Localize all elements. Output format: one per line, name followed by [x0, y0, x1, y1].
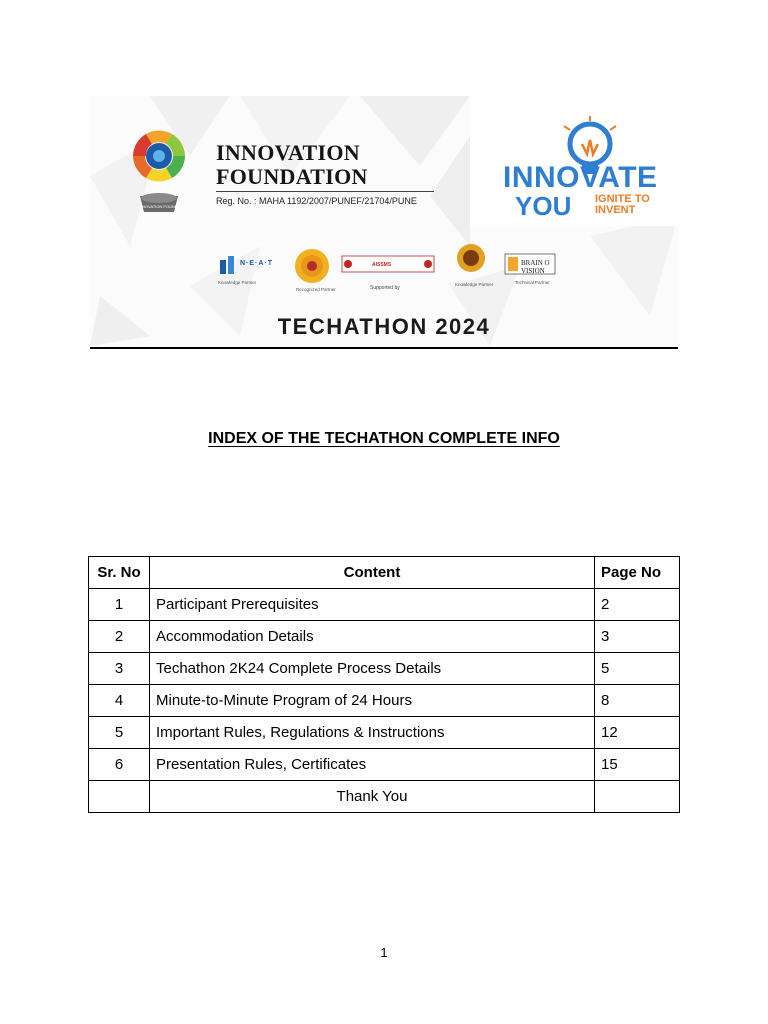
you-wordmark: YOU — [515, 191, 572, 221]
index-table — [88, 556, 680, 813]
aissms-label: AISSMS — [372, 262, 392, 268]
header-page-no: Page No — [595, 557, 680, 589]
thank-you-cell: Thank You — [150, 781, 595, 813]
innovate-wordmark: INNOVATE — [503, 161, 658, 194]
page-no-cell: 5 — [595, 653, 680, 685]
index-title-text: INDEX OF THE TECHATHON COMPLETE INFO — [208, 430, 560, 447]
empty-cell — [89, 781, 150, 813]
content-cell: Presentation Rules, Certificates — [150, 749, 595, 781]
sr-no-cell: 2 — [89, 621, 150, 653]
org-name-line1: INNOVATION — [216, 140, 360, 165]
neat-label: N·E·A·T — [240, 260, 274, 267]
header-banner — [90, 96, 678, 346]
sr-no-cell: 5 — [89, 717, 150, 749]
partner-logos — [90, 244, 678, 304]
sr-no-cell: 3 — [89, 653, 150, 685]
supported-by-label: Supported by — [370, 285, 400, 291]
table-row — [89, 621, 680, 653]
spu-role: Knowledge Partner — [455, 282, 494, 287]
ignite-line1: IGNITE TO — [595, 193, 650, 205]
registration-number: Reg. No. : MAHA 1192/2007/PUNEF/21704/PUNE — [216, 196, 417, 206]
page-number: 1 — [380, 945, 388, 960]
page-no-cell: 8 — [595, 685, 680, 717]
ignite-tagline — [595, 194, 650, 216]
sr-no-cell: 6 — [89, 749, 150, 781]
index-title — [0, 430, 768, 448]
neat-role: Knowledge Partner — [218, 280, 257, 285]
table-row — [89, 749, 680, 781]
table-header-row — [89, 557, 680, 589]
page-no-cell: 15 — [595, 749, 680, 781]
event-title: TECHATHON 2024 — [277, 314, 491, 339]
org-name-line2: FOUNDATION — [216, 164, 368, 189]
table-row — [89, 685, 680, 717]
neat-logo — [220, 256, 234, 274]
page-no-cell: 12 — [595, 717, 680, 749]
aicte-role: Recognized Partner — [296, 287, 336, 292]
ignite-line2: INVENT — [595, 204, 636, 216]
logo-caption: INNOVATION FOUNDATION — [138, 204, 190, 209]
sr-no-cell: 1 — [89, 589, 150, 621]
org-name — [216, 141, 368, 189]
content-cell: Techathon 2K24 Complete Process Details — [150, 653, 595, 685]
org-divider — [216, 191, 434, 192]
table-row — [89, 717, 680, 749]
bov-line2: VISION — [521, 267, 545, 275]
header-content: Content — [150, 557, 595, 589]
savitribai-phule-university-logo — [457, 244, 485, 272]
sr-no-cell: 4 — [89, 685, 150, 717]
header-sr-no: Sr. No — [89, 557, 150, 589]
page-no-cell: 3 — [595, 621, 680, 653]
bov-line1: BRAIN O — [521, 259, 550, 267]
page-no-cell: 2 — [595, 589, 680, 621]
content-cell: Participant Prerequisites — [150, 589, 595, 621]
brain-o-vision-label — [521, 259, 550, 275]
table-row — [89, 653, 680, 685]
bov-role: Technical Partner — [515, 280, 550, 285]
table-row-closing — [89, 781, 680, 813]
empty-cell — [595, 781, 680, 813]
header-divider — [90, 347, 678, 349]
content-cell: Important Rules, Regulations & Instructions — [150, 717, 595, 749]
aicte-logo — [295, 249, 329, 283]
table-row — [89, 589, 680, 621]
content-cell: Accommodation Details — [150, 621, 595, 653]
content-cell: Minute-to-Minute Program of 24 Hours — [150, 685, 595, 717]
innovation-foundation-logo — [126, 126, 192, 226]
